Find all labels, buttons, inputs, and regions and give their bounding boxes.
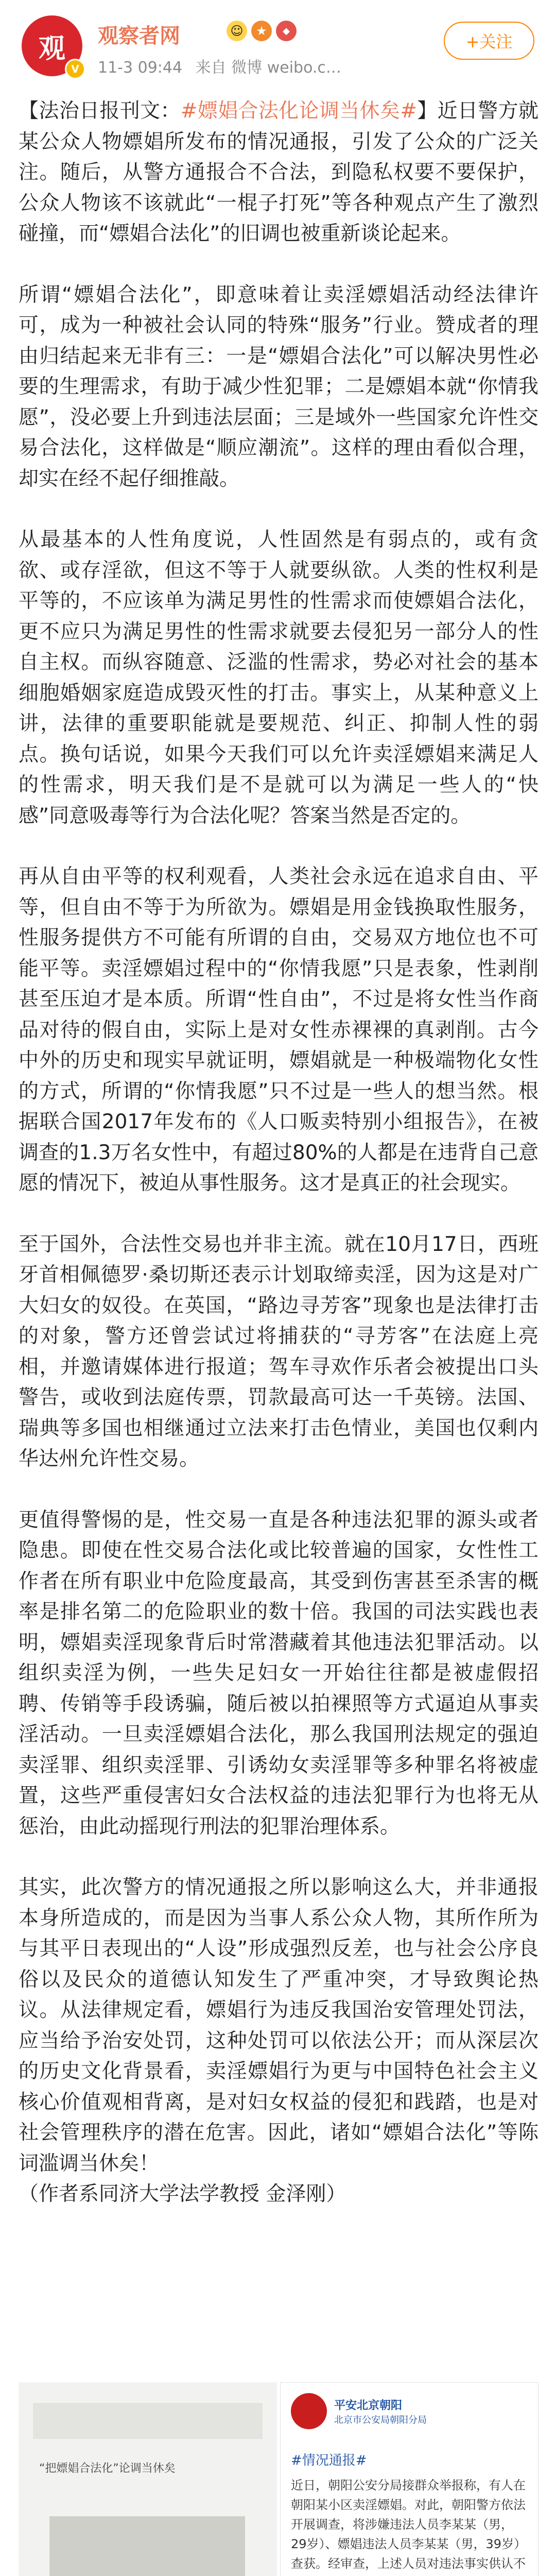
author-note: （作者系同济大学法学教授 金泽刚） [19,2182,346,2206]
paragraph-2: 所谓“嫖娼合法化”，即意味着让卖淫嫖娼活动经法律许可，成为一种被社会认同的特殊“服务”行业。赞成者的理由归结起来无非有三：一是“嫖娼合法化”可以解决男性必要的生理需求，有助于减少性犯罪；二是嫖娼本就“你情我愿”，没必要上升到违法层面；三是域外一些国家允许性交易合法化，这样做是“顺应潮流”。这样的理由看似合理，却实在经不起仔细推敲。 [19,283,538,490]
newspaper-photo [49,2516,245,2576]
level-badge-icon: ◆ [276,21,297,41]
police-emblem-icon [291,2393,327,2429]
post-header [0,0,556,93]
newspaper-caption: “把嫖娼合法化”论调当休矣 [39,2462,176,2475]
post-time: 11-3 09:44 [98,59,183,77]
verified-badge-icon: V [65,59,85,79]
notice-topic: #情况通报# [291,2453,367,2468]
author-badges [227,21,297,41]
police-account-sub: 北京市公安局朝阳分局 [334,2414,427,2426]
newspaper-masthead [33,2403,263,2439]
police-header [281,2383,538,2439]
emoji-badge-icon: ☺ [227,21,247,41]
paragraph-3: 从最基本的人性角度说，人性固然是有弱点的，或有贪欲、或存淫欲，但这不等于人就要纵欲。人类的性权利是平等的，不应该单为满足男性的性需求而使嫖娼合法化，更不应只为满足男性的性需求就要去侵犯另一部分人的性自主权。而纵容随意、泛滥的性需求，势必对社会的基本细胞婚姻家庭造成毁灭性的打击。事实上，从某种意义上讲，法律的重要职能就是要规范、纠正、抑制人性的弱点。换句话说，如果今天我们可以允许卖淫嫖娼来满足人的性需求，明天我们是不是就可以为满足一些人的“快感”同意吸毒等行为合法化呢？答案当然是否定的。 [19,528,538,827]
paragraph-5: 至于国外，合法性交易也并非主流。就在10月17日，西班牙首相佩德罗·桑切斯还表示计划取缔卖淫，因为这是对广大妇女的奴役。在英国，“路边寻芳客”现象也是法律打击的对象，警方还曾尝试过将捕获的“寻芳客”在法庭上亮相，并邀请媒体进行报道；驾车寻欢作乐者会被提出口头警告，或收到法庭传票，罚款最高可达一千英镑。法国、瑞典等多国也相继通过立法来打击色情业，美国也仅剩内华达州允许性交易。 [19,1232,538,1470]
p1-rest: 】近日警方就某公众人物嫖娼所发布的情况通报，引发了公众的广泛关注。随后，从警方通报合不合法，到隐私权要不要保护，公众人物该不该就此“一棍子打死”等各种观点产生了激烈碰撞，而“嫖娼合法化”的旧调也被重新谈论起来。 [19,99,538,245]
avatar-text: 观 [38,33,65,64]
paragraph-1 [19,96,538,249]
p1-prefix: 【法治日报刊文： [19,99,181,123]
p7-text: 其实，此次警方的情况通报之所以影响这么大，并非通报本身所造成的，而是因为当事人系公众人物，其所作所为与其平日表现出的“人设”形成强烈反差，也与社会公序良俗以及民众的道德认知发生了严重冲突，才导致舆论热议。从法律规定看，嫖娼行为违反我国治安管理处罚法，应当给予治安处罚，这种处罚可以依法公开；而从深层次的历史文化背景看，卖淫嫖娼行为更与中国特色社会主义核心价值观相背离，是对妇女权益的侵犯和践踏，也是对社会管理秩序的潜在危害。因此，诸如“嫖娼合法化”等陈词滥调当休矣！ [19,1876,538,2175]
paragraph-7 [19,1872,538,2210]
topic-hashtag-link[interactable]: #嫖娼合法化论调当休矣# [180,99,417,123]
post-body [19,96,538,2210]
newspaper-image[interactable] [19,2382,277,2576]
post-source: 来自 微博 weibo.c… [195,59,341,77]
police-account-name: 平安北京朝阳 [334,2399,403,2412]
image-attachments [19,2382,538,2576]
paragraph-4: 再从自由平等的权利观看，人类社会永远在追求自由、平等，但自由不等于为所欲为。嫖娼是用金钱换取性服务，性服务提供方不可能有所谓的自由，交易双方地位也不可能平等。卖淫嫖娼过程中的“你情我愿”只是表象，性剥削甚至压迫才是本质。所谓“性自由”，不过是将女性当作商品对待的假自由，实际上是对女性赤裸裸的真剥削。古今中外的历史和现实早就证明，嫖娼就是一种极端物化女性的方式，所谓的“你情我愿”只不过是一些人的想当然。根据联合国2017年发布的《人口贩卖特别小组报告》，在被调查的1.3万名女性中，有超过80%的人都是在违背自己意愿的情况下，被迫从事性服务。这才是真正的社会现实。 [19,865,538,1195]
police-notice-image[interactable] [280,2382,538,2576]
notice-text: 近日，朝阳公安分局接群众举报称，有人在朝阳某小区卖淫嫖娼。对此，朝阳警方依法开展调查，将涉嫌违法人员李某某（男，29岁）、嫖娼违法人员李某某（男，39岁）查获。经审查，上述人员对违法事实供认不 [291,2478,527,2571]
post-meta [98,55,350,77]
follow-button[interactable]: +关注 [444,22,534,60]
fans-badge-icon: ★ [251,21,272,41]
paragraph-6: 更值得警惕的是，性交易一直是各种违法犯罪的源头或者隐患。即使在性交易合法化或比较普遍的国家，女性性工作者在所有职业中危险度最高，其受到伤害甚至杀害的概率是排名第二的危险职业的数十倍。我国的司法实践也表明，嫖娼卖淫现象背后时常潜藏着其他违法犯罪活动。以组织卖淫为例，一些失足妇女一开始往往都是被虚假招聘、传销等手段诱骗，随后被以拍裸照等方式逼迫从事卖淫活动。一旦卖淫嫖娼合法化，那么我国刑法规定的强迫卖淫罪、组织卖淫罪、引诱幼女卖淫罪等多种罪名将被虚置，这些严重侵害妇女合法权益的违法犯罪行为也将无从惩治，由此动摇现行刑法的犯罪治理体系。 [19,1508,538,1838]
author-name[interactable]: 观察者网 [98,24,180,48]
